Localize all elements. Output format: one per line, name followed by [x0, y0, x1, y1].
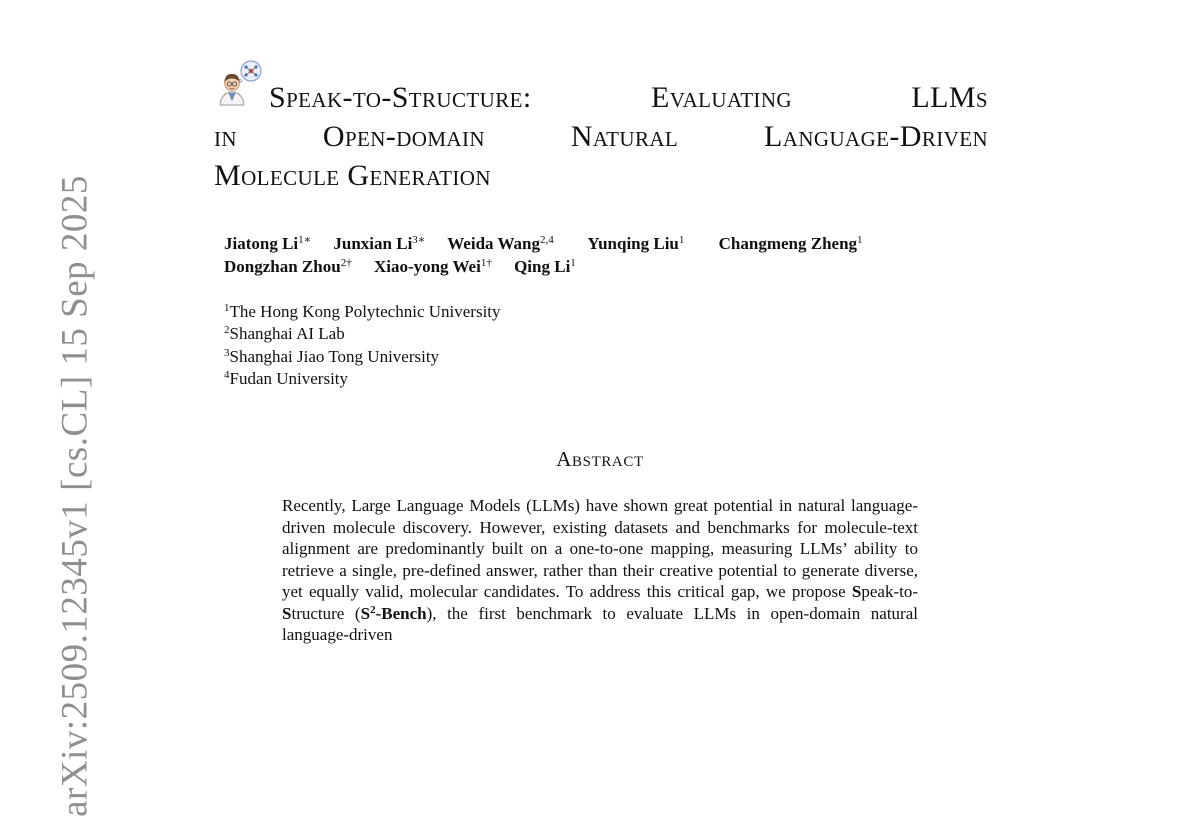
paper-title: [214, 78, 988, 195]
author: Weida Wang$^{2,4}$: [447, 234, 554, 253]
author: Dongzhan Zhou$^{2\dagger}$: [224, 257, 352, 276]
affiliation: $^4$Fudan University: [224, 368, 349, 388]
author: Changmeng Zheng$^1$: [718, 234, 863, 253]
author-line-2: [224, 255, 964, 278]
author-line-1: [224, 232, 964, 255]
author: Qing Li$^1$: [514, 257, 576, 276]
affiliation: $^2$Shanghai AI Lab: [224, 324, 345, 344]
title-line-1: Speak-to-Structure: Evaluating LLMs: [269, 81, 988, 114]
title-line-2: in Open-domain Natural Language-Driven: [214, 120, 989, 153]
author: Junxian $Li^{3∗}$: [333, 234, 426, 253]
affiliation: $^1$The Hong Kong Polytechnic University: [224, 302, 501, 321]
author: Yunqing Liu$^1$: [587, 234, 685, 253]
arxiv-stamp: arXiv:2509.12345v1 [cs.CL] 15 Sep 2025: [54, 175, 96, 817]
affiliation: $^3$Shanghai Jiao Tong University: [224, 346, 440, 366]
title-line-3: Molecule Generation: [214, 159, 491, 192]
author: Xiao-yong Wei$^{1\dagger}$: [373, 257, 492, 276]
abstract-heading: Abstract: [556, 447, 644, 471]
abstract-text: Recently, Large Language Models (LLMs) have shown great potential in natural language-driven molecule discovery. However, existing datasets and benchmarks for molecule-text alignment are predominantly built on a one-to-one mapping, measuring LLMs’ ability to retrieve a single, pre-defined answer, rather than their creative potential to generate diverse, yet equally valid, molecular candidates. To address this critical gap, we propose Speak-to-Structure $(S^2-Bench)$, the first benchmark to evaluate LLMs in open-domain natural language-driven: [282, 496, 918, 644]
author: Jiatong $Li^{1∗}$: [224, 234, 312, 253]
affiliation-list: [224, 301, 501, 390]
author-list: [224, 232, 964, 278]
